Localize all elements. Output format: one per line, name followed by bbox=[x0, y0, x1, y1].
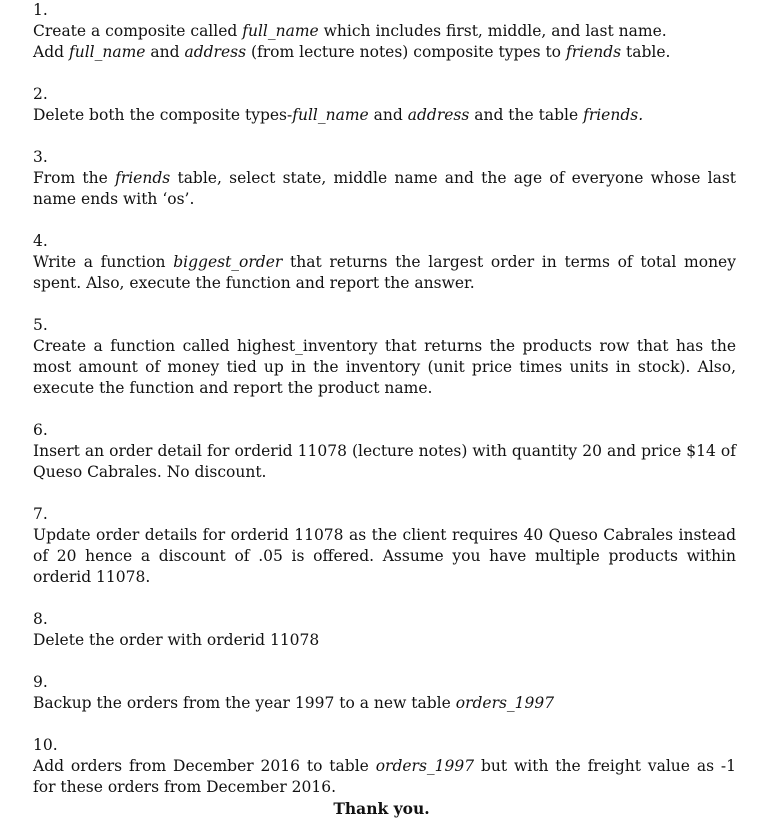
question-4 bbox=[33, 231, 736, 294]
question-3 bbox=[33, 147, 736, 210]
question-7 bbox=[33, 504, 736, 588]
italic-term: address bbox=[184, 43, 247, 61]
question-number: 3. bbox=[33, 148, 48, 166]
italic-term: friends. bbox=[583, 106, 644, 124]
question-2 bbox=[33, 84, 736, 126]
italic-term: full_name bbox=[68, 43, 146, 61]
italic-term: friends bbox=[565, 43, 622, 61]
question-number: 5. bbox=[33, 316, 48, 334]
question-number: 1. bbox=[33, 1, 48, 19]
question-text: Delete both the composite types-full_name and address and the table friends. bbox=[33, 106, 644, 124]
question-9 bbox=[33, 672, 736, 714]
question-number: 8. bbox=[33, 610, 48, 628]
italic-term: full_name bbox=[242, 22, 319, 40]
question-number: 2. bbox=[33, 85, 48, 103]
question-text: Backup the orders from the year 1997 to a new table orders_1997 bbox=[33, 694, 555, 712]
italic-term: orders_1997 bbox=[455, 694, 555, 712]
question-text: Delete the order with orderid 11078 bbox=[33, 631, 320, 649]
question-5 bbox=[33, 315, 736, 399]
question-text: Create a function called highest_inventory that returns the products row that has the most amount of money tied up in the inventory (unit price times units in stock). Also, execute the function and report the product name. bbox=[33, 337, 736, 397]
question-number: 4. bbox=[33, 232, 48, 250]
question-number: 6. bbox=[33, 421, 48, 439]
question-number: 10. bbox=[33, 736, 58, 754]
italic-term: full_name bbox=[292, 106, 369, 124]
question-8 bbox=[33, 609, 736, 651]
question-text: Insert an order detail for orderid 11078 (lecture notes) with quantity 20 and price $14 of Queso Cabrales. No discount. bbox=[33, 442, 736, 481]
italic-term: biggest_order bbox=[173, 253, 283, 271]
question-text: Add orders from December 2016 to table orders_1997 but with the freight value as -1 for these orders from December 2016. bbox=[33, 757, 736, 796]
question-1 bbox=[33, 0, 736, 63]
italic-term: orders_1997 bbox=[375, 757, 475, 775]
question-text: Update order details for orderid 11078 as the client requires 40 Queso Cabrales instead of 20 hence a discount of .05 is offered. Assume you have multiple products within orderid 11078. bbox=[33, 526, 736, 586]
question-number: 9. bbox=[33, 673, 48, 691]
question-text: Create a composite called full_name which includes first, middle, and last name. Add full_name and address (from lecture notes) composite types to friends table. bbox=[33, 22, 671, 61]
italic-term: address bbox=[407, 106, 470, 124]
italic-term: friends bbox=[115, 169, 171, 187]
closing-text: Thank you. bbox=[333, 799, 430, 818]
question-number: 7. bbox=[33, 505, 48, 523]
question-text: Write a function biggest_order that returns the largest order in terms of total money spent. Also, execute the function and report the answer. bbox=[33, 253, 736, 292]
question-6 bbox=[33, 420, 736, 483]
question-text: From the friends table, select state, middle name and the age of everyone whose last name ends with ‘os’. bbox=[33, 169, 737, 208]
question-10 bbox=[33, 735, 736, 798]
